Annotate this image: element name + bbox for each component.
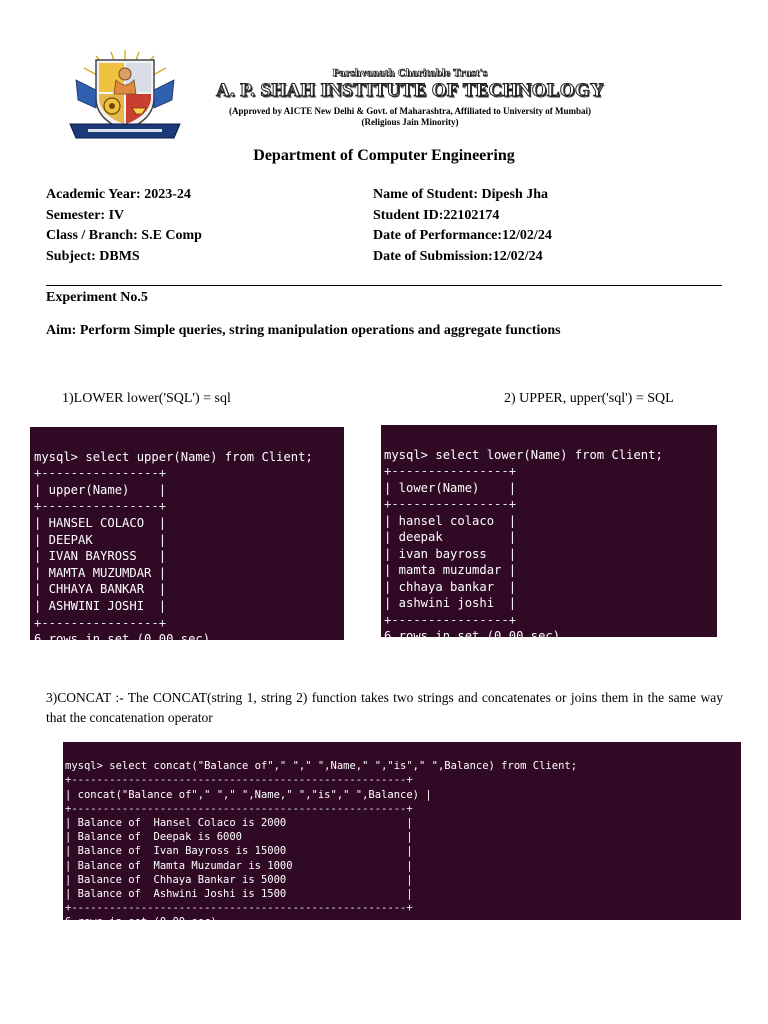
date-of-performance: Date of Performance:12/02/24 (373, 228, 552, 243)
terminal-footer: 6 rows in set (0.00 sec) (384, 629, 561, 643)
divider (46, 285, 722, 286)
subject: Subject: DBMS (46, 248, 140, 264)
academic-year: Academic Year: 2023-24 (46, 187, 191, 202)
table-border: +----------------+ (34, 615, 167, 630)
table-row: | chhaya bankar | (384, 579, 517, 594)
table-header: | lower(Name) | (384, 480, 517, 495)
trust-name: Parshvanath Charitable Trust's (332, 67, 488, 79)
table-row: | CHHAYA BANKAR | (34, 582, 167, 597)
table-header: | upper(Name) | (34, 482, 167, 497)
course-info (46, 185, 202, 267)
upper-section-label: 2) UPPER, upper('sql') = SQL (504, 391, 674, 406)
table-row: | ashwini joshi | (384, 596, 517, 610)
experiment-aim: Aim: Perform Simple queries, string manipulation operations and aggregate functions (46, 323, 561, 338)
table-row: | IVAN BAYROSS | (34, 549, 167, 564)
table-border: +----------------+ (384, 612, 517, 627)
table-row: | Balance of Ivan Bayross is 15000 | (65, 845, 413, 858)
table-row: | deepak | (384, 530, 517, 544)
table-border: +-----------------------------------------------------+ (65, 902, 413, 915)
table-row: | Balance of Chhaya Bankar is 5000 | (65, 873, 413, 886)
student-id: Student ID:22102174 (373, 207, 500, 223)
department-title: Department of Computer Engineering (253, 147, 515, 164)
table-row: | hansel colaco | (384, 513, 517, 528)
student-info (373, 185, 552, 267)
approval-note: (Approved by AICTE New Delhi & Govt. of Maharashtra, Affiliated to University of Mumbai) (228, 106, 592, 116)
table-border: +----------------+ (34, 499, 167, 514)
experiment-number: Experiment No.5 (46, 290, 148, 305)
terminal-command: mysql> select upper(Name) from Client; (34, 449, 313, 464)
terminal-upper-screenshot (30, 427, 344, 647)
table-border: +----------------+ (384, 497, 517, 511)
table-border: +-----------------------------------------------------+ (65, 802, 413, 815)
table-row: | MAMTA MUZUMDAR | (34, 565, 167, 580)
table-row: | ivan bayross | (384, 546, 517, 561)
concat-section-label: 3)CONCAT :- The CONCAT(string 1, string 2) function takes two strings and concatenates or joins them in the same way that the concatenation operator (46, 690, 723, 725)
table-border: +-----------------------------------------------------+ (65, 774, 413, 787)
terminal-concat-screenshot (63, 742, 741, 929)
terminal-footer: 6 rows in set (0.00 sec) (34, 632, 211, 647)
semester: Semester: IV (46, 207, 125, 223)
table-row: | Balance of Hansel Colaco is 2000 | (65, 817, 413, 830)
table-row: | Balance of Ashwini Joshi is 1500 | (65, 888, 413, 901)
terminal-lower-screenshot (381, 425, 717, 643)
terminal-command: mysql> select lower(Name) from Client; (384, 447, 663, 462)
table-row: | Balance of Deepak is 6000 | (65, 831, 413, 844)
student-name: Name of Student: Dipesh Jha (373, 187, 549, 202)
lower-section-label: 1)LOWER lower('SQL') = sql (62, 391, 231, 406)
table-row: | mamta muzumdar | (384, 563, 517, 577)
terminal-command: mysql> select concat("Balance of"," "," ",Name," ","is"," ",Balance) from Client; (65, 760, 578, 773)
table-border: +----------------+ (34, 466, 167, 481)
institute-logo (66, 50, 184, 142)
class-branch: Class / Branch: S.E Comp (46, 228, 202, 243)
table-row: | HANSEL COLACO | (34, 515, 167, 530)
institute-name: A. P. SHAH INSTITUTE OF TECHNOLOGY (215, 80, 604, 101)
minority-note: (Religious Jain Minority) (361, 117, 459, 127)
table-row: | DEEPAK | (34, 532, 167, 547)
terminal-footer: 6 rows in set (0.00 sec) (65, 916, 217, 929)
date-of-submission: Date of Submission:12/02/24 (373, 248, 543, 264)
table-header: | concat("Balance of"," "," ",Name," ","is"," ",Balance) | (65, 788, 432, 801)
table-border: +----------------+ (384, 464, 517, 478)
table-row: | ASHWINI JOSHI | (34, 598, 167, 613)
table-row: | Balance of Mamta Muzumdar is 1000 | (65, 859, 413, 872)
